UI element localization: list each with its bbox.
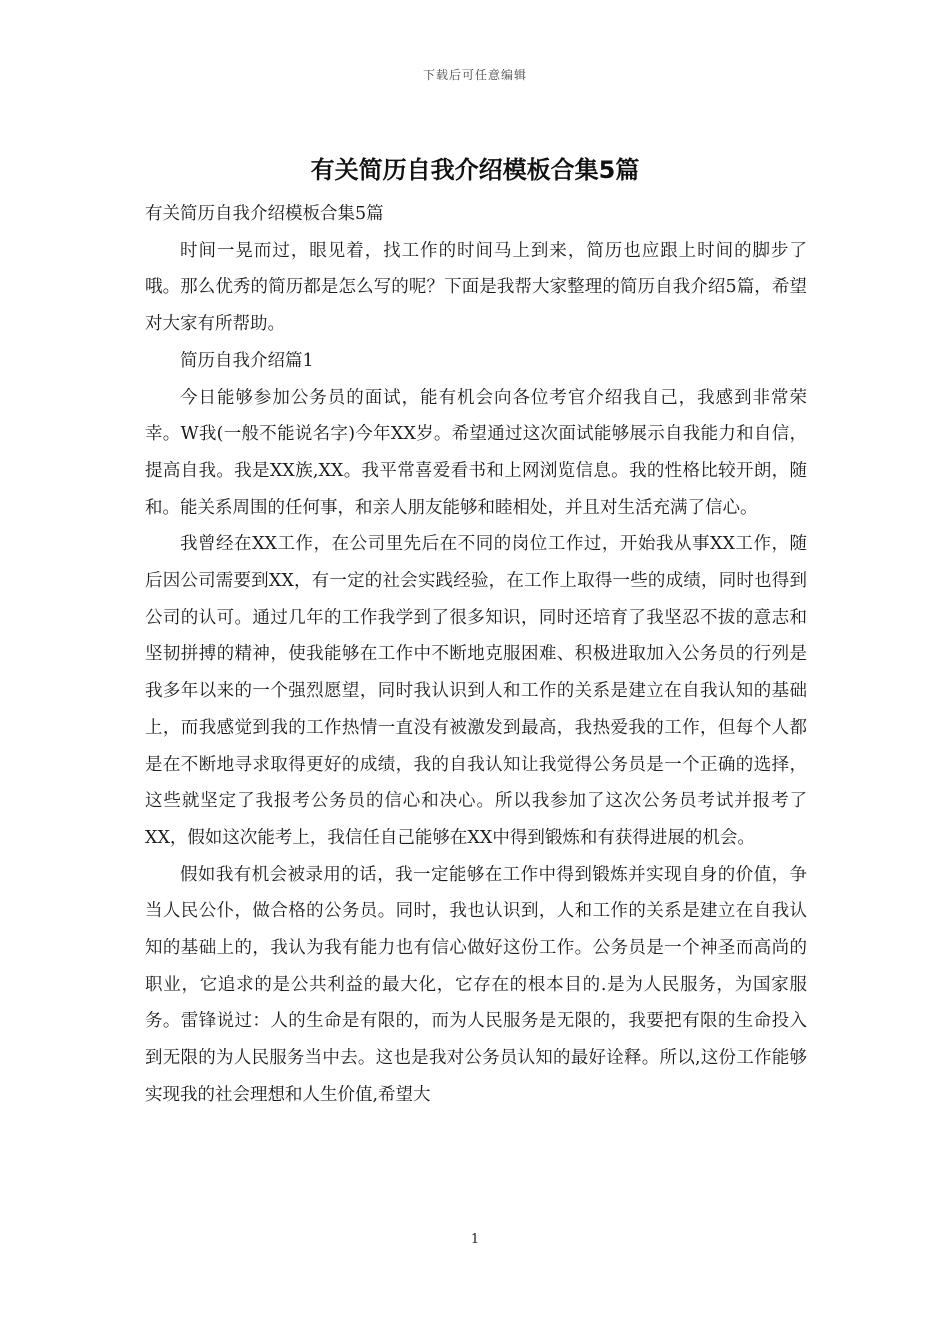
document-body bbox=[145, 196, 807, 1114]
paragraph: 我曾经在XX工作，在公司里先后在不同的岗位工作过，开始我从事XX工作，随后因公司需要到XX，有一定的社会实践经验，在工作上取得一些的成绩，同时也得到公司的认可。通过几年的工作我学到了很多知识，同时还培育了我坚忍不拔的意志和坚韧拼搏的精神，使我能够在工作中不断地克服困难、积极进取加入公务员的行列是我多年以来的一个强烈愿望，同时我认识到人和工作的关系是建立在自我认知的基础上，而我感觉到我的工作热情一直没有被激发到最高，我热爱我的工作，但每个人都是在不断地寻求取得更好的成绩，我的自我认知让我觉得公务员是一个正确的选择，这些就坚定了我报考公务员的信心和决心。所以我参加了这次公务员考试并报考了XX，假如这次能考上，我信任自己能够在XX中得到锻炼和有获得进展的机会。 bbox=[145, 534, 807, 848]
document-title: 有关简历自我介绍模板合集5篇 bbox=[310, 156, 640, 184]
page-number: 1 bbox=[470, 1232, 480, 1247]
paragraph: 今日能够参加公务员的面试，能有机会向各位考官介绍我自己，我感到非常荣幸。W我(一般不能说名字)今年XX岁。希望通过这次面试能够展示自我能力和自信，提高自我。我是XX族,XX。我平常喜爱看书和上网浏览信息。我的性格比较开朗，随和。能关系周围的任何事，和亲人朋友能够和睦相处，并且对生活充满了信心。 bbox=[145, 387, 807, 518]
paragraph-intro: 时间一晃而过，眼见着，找工作的时间马上到来，简历也应跟上时间的脚步了哦。那么优秀的简历都是怎么写的呢？下面是我帮大家整理的简历自我介绍5篇，希望对大家有所帮助。 bbox=[145, 240, 807, 335]
page-header-note: 下载后可任意编辑 bbox=[422, 68, 527, 82]
document-subtitle: 有关简历自我介绍模板合集5篇 bbox=[145, 204, 384, 224]
section-heading: 简历自我介绍篇1 bbox=[180, 350, 314, 371]
paragraph: 假如我有机会被录用的话，我一定能够在工作中得到锻炼并实现自身的价值，争当人民公仆，做合格的公务员。同时，我也认识到，人和工作的关系是建立在自我认知的基础上的，我认为我有能力也有信心做好这份工作。公务员是一个神圣而高尚的职业，它追求的是公共利益的最大化，它存在的根本目的.是为人民服务，为国家服务。雷锋说过：人的生命是有限的，而为人民服务是无限的，我要把有限的生命投入到无限的为人民服务当中去。这也是我对公务员认知的最好诠释。所以,这份工作能够实现我的社会理想和人生价值,希望大 bbox=[145, 864, 807, 1105]
